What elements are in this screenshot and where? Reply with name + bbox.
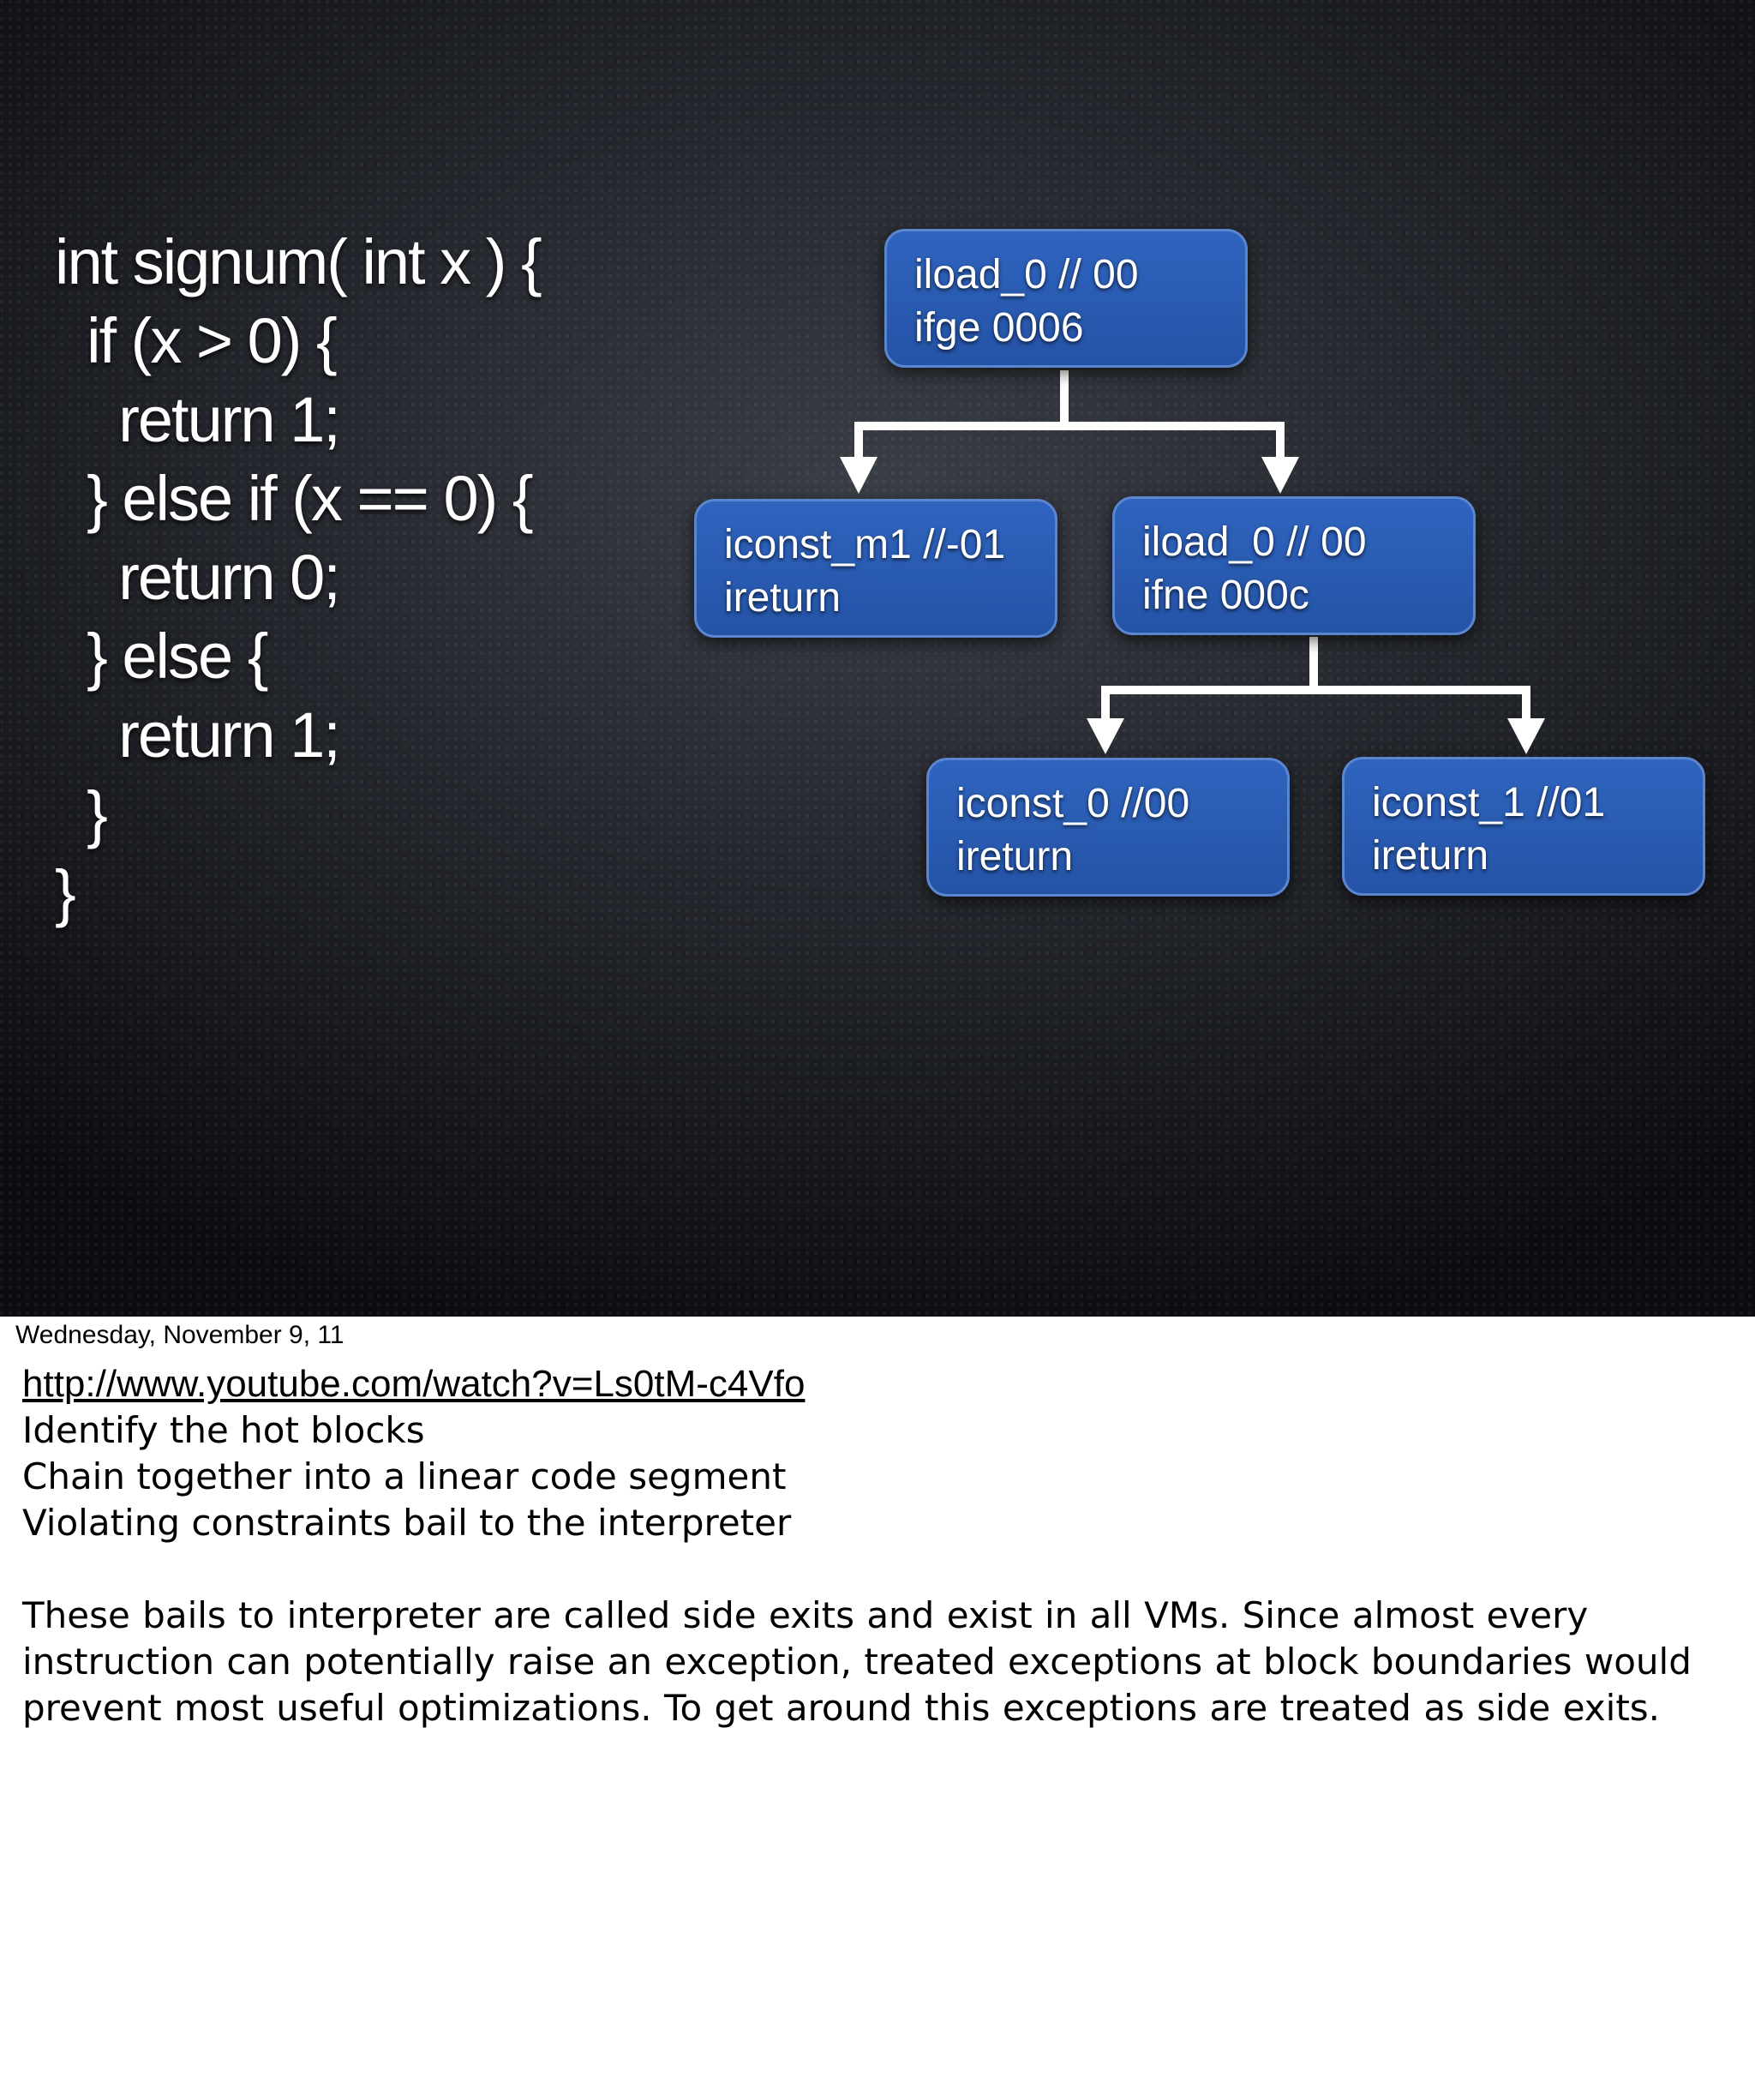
arrow-down-icon: [1261, 457, 1299, 494]
block-instruction: ireturn: [956, 834, 1074, 879]
bytecode-block-ifne: [1112, 496, 1476, 635]
block-instruction: iconst_m1 //-01: [724, 522, 1006, 567]
bytecode-block-root: [884, 229, 1248, 368]
block-instruction: ifge 0006: [914, 305, 1084, 351]
arrow-down-icon: [840, 457, 878, 494]
code-line: return 0;: [55, 542, 339, 613]
bytecode-block-one: [1342, 757, 1705, 896]
code-line: } else if (x == 0) {: [55, 463, 532, 534]
note-line: Identify the hot blocks: [22, 1409, 425, 1451]
connector-root-to-children: [859, 375, 1280, 459]
block-instruction: iload_0 // 00: [914, 252, 1139, 297]
arrow-down-icon: [1507, 718, 1545, 754]
code-line: return 1;: [55, 384, 339, 455]
block-instruction: iload_0 // 00: [1142, 519, 1367, 565]
code-line: }: [55, 857, 75, 928]
bytecode-block-zero: [926, 758, 1290, 897]
connector-ifne-to-children: [1105, 641, 1526, 720]
speaker-notes: [22, 1361, 1719, 1731]
slide-date: Wednesday, November 9, 11: [15, 1321, 344, 1349]
bytecode-block-negative: [694, 499, 1057, 638]
notes-paragraph: These bails to interpreter are called side exits and exist in all VMs. Since almost every instruction can potentially raise an exception, treated exceptions at block boundaries would prevent most useful optimizations. To get around this exceptions are treated as side exits.: [22, 1594, 1692, 1729]
video-link[interactable]: http://www.youtube.com/watch?v=Ls0tM-c4Vfo: [22, 1363, 806, 1405]
block-instruction: ireturn: [1372, 833, 1489, 879]
note-line: Violating constraints bail to the interpreter: [22, 1502, 792, 1544]
code-line: }: [55, 778, 106, 849]
block-instruction: iconst_1 //01: [1372, 780, 1606, 825]
code-line: int signum( int x ) {: [55, 226, 541, 297]
code-line: } else {: [55, 621, 267, 692]
block-instruction: iconst_0 //00: [956, 781, 1190, 826]
note-line: Chain together into a linear code segment: [22, 1455, 787, 1497]
code-line: if (x > 0) {: [55, 305, 336, 376]
block-instruction: ireturn: [724, 575, 842, 621]
arrow-down-icon: [1087, 718, 1124, 754]
block-instruction: ifne 000c: [1142, 573, 1309, 618]
code-line: return 1;: [55, 699, 339, 771]
